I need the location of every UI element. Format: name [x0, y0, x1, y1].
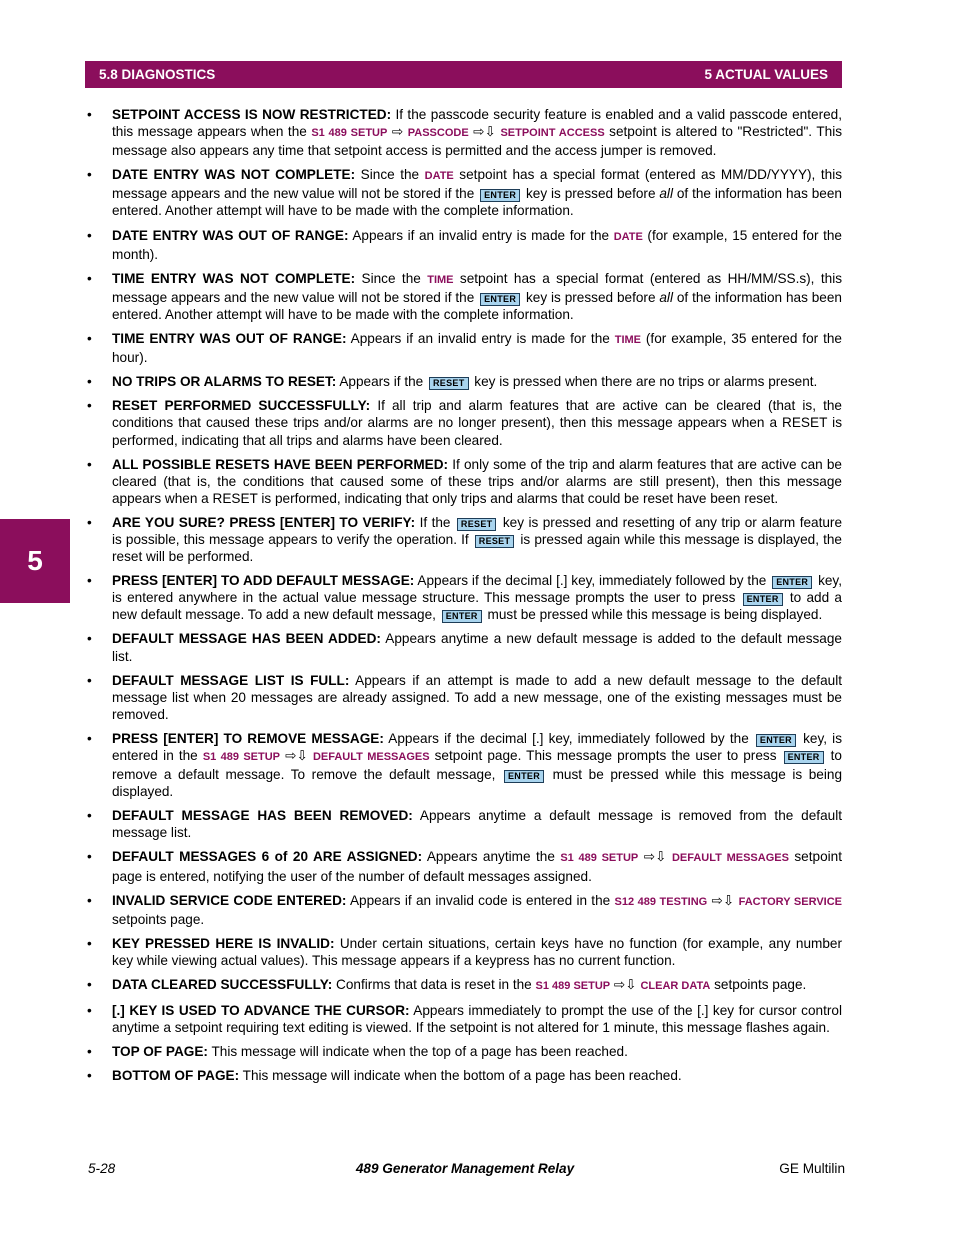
- description-text: If the: [415, 514, 455, 530]
- chapter-title: 5 ACTUAL VALUES: [704, 67, 828, 82]
- description-text: to add a new default message. To add a new default message,: [112, 590, 842, 623]
- message-term: DEFAULT MESSAGE LIST IS FULL:: [112, 672, 350, 688]
- enter-key-icon: ENTER: [480, 293, 520, 306]
- description-text: ⇨⇩: [468, 124, 501, 140]
- chapter-side-tab: [0, 519, 70, 603]
- setpoint-path-text: DATE: [424, 170, 454, 183]
- diagnostic-message-list: [85, 106, 842, 1085]
- message-list-content: [85, 106, 842, 1092]
- description-text: must be pressed while this message is being displayed.: [112, 767, 843, 800]
- reset-key-icon: RESET: [457, 518, 497, 531]
- message-list-item: [85, 373, 842, 390]
- message-list-item: [85, 976, 842, 995]
- message-term: NO TRIPS OR ALARMS TO RESET:: [112, 374, 337, 390]
- description-text: Since the: [355, 270, 428, 286]
- enter-key-icon: ENTER: [442, 610, 482, 623]
- message-term: SETPOINT ACCESS IS NOW RESTRICTED:: [112, 107, 392, 122]
- enter-key-icon: ENTER: [504, 770, 544, 783]
- message-list-item: [85, 892, 842, 928]
- description-text: key is pressed before: [522, 186, 660, 202]
- description-text: key is pressed and resetting of any trip or alarm feature is possible, this message appears to verify the operation. If: [112, 514, 843, 547]
- message-list-item: [85, 397, 842, 448]
- message-term: BOTTOM OF PAGE:: [112, 1068, 240, 1084]
- section-title: 5.8 DIAGNOSTICS: [99, 67, 216, 82]
- description-text: setpoint has a special format (entered as HH/MM/SS.s), this message appears and the new value will not be stored if the: [112, 270, 843, 305]
- description-text: key, is entered in the: [112, 730, 842, 763]
- description-text: setpoint has a special format (entered as MM/DD/YYYY), this message appears and the new value will not be stored if the: [112, 167, 843, 202]
- message-list-item: [85, 807, 842, 841]
- description-text: ⇨⇩: [707, 892, 739, 908]
- setpoint-path-text: DEFAULT MESSAGES: [671, 852, 789, 865]
- message-term: PRESS [ENTER] TO ADD DEFAULT MESSAGE:: [112, 573, 415, 589]
- enter-key-icon: ENTER: [480, 189, 520, 202]
- chapter-number: 5: [27, 545, 43, 576]
- description-text: (for example, 15 entered for the month).: [112, 227, 842, 262]
- description-text: ⇨⇩: [638, 849, 672, 865]
- message-term: RESET PERFORMED SUCCESSFULLY:: [112, 398, 371, 414]
- description-text: Appears anytime a new default message is added to the default message list.: [112, 631, 842, 664]
- description-text: (for example, 35 entered for the hour).: [112, 331, 842, 366]
- message-term: PRESS [ENTER] TO REMOVE MESSAGE:: [112, 730, 384, 746]
- description-text: of the information has been entered. Another attempt will have to be made with the complete information.: [112, 186, 842, 219]
- company-name: GE Multilin: [779, 1161, 845, 1176]
- description-text: setpoint page is entered, notifying the user of the number of default messages assigned.: [112, 849, 842, 884]
- setpoint-path-text: DEFAULT MESSAGES: [312, 751, 430, 763]
- message-list-item: [85, 1043, 842, 1060]
- description-text: key is pressed when there are no trips or alarms present.: [470, 374, 818, 390]
- message-term: TOP OF PAGE:: [112, 1044, 208, 1060]
- description-text: Appears anytime a default message is removed from the default message list.: [112, 808, 842, 841]
- message-list-item: [85, 730, 842, 800]
- message-list-item: [85, 456, 842, 507]
- message-list-item: [85, 572, 842, 623]
- description-text: key, is entered anywhere in the actual value message structure. This message prompts the user to press: [112, 573, 842, 606]
- description-text: This message will indicate when the top of a page has been reached.: [207, 1044, 628, 1060]
- description-text: setpoint page. This message prompts the user to press: [429, 748, 782, 763]
- description-text: Appears if the: [336, 374, 427, 390]
- message-list-item: [85, 227, 842, 263]
- description-text: If all trip and alarm features that are active can be cleared (that is, the conditions that caused these trips and/or alarms are no longer present), then this message appears when a RESET is performed, indicating that all trips and alarms have been cleared.: [112, 398, 842, 448]
- description-text: ⇨: [387, 124, 408, 140]
- enter-key-icon: ENTER: [743, 593, 783, 606]
- section-header-bar: [85, 61, 842, 88]
- description-text: Confirms that data is reset in the: [332, 977, 536, 993]
- message-list-item: [85, 672, 842, 723]
- emphasis-text: all: [659, 289, 673, 305]
- message-term: [.] KEY IS USED TO ADVANCE THE CURSOR:: [112, 1003, 410, 1019]
- description-text: If the passcode security feature is enabled and a valid passcode entered, this message appears when the: [112, 107, 842, 140]
- message-term: INVALID SERVICE CODE ENTERED:: [112, 892, 347, 908]
- setpoint-path-text: TIME: [427, 273, 454, 286]
- setpoint-path-text: S1 489 SETUP: [202, 751, 281, 763]
- description-text: Appears anytime the: [422, 849, 561, 865]
- description-text: Appears immediately to prompt the use of the [.] key for cursor control anytime a setpoint requiring text editing is viewed. If the setpoint is not altered for 1 minute, this message flashes again.: [112, 1003, 842, 1036]
- description-text: Appears if an attempt is made to add a new default message to the default message list when 20 messages are already assigned. To add a new message, one of the existing messages must be removed.: [112, 672, 842, 722]
- description-text: ⇨⇩: [280, 748, 313, 763]
- description-text: must be pressed while this message is being displayed.: [483, 607, 823, 623]
- description-text: to remove a default message. To remove the default message,: [112, 748, 842, 783]
- reset-key-icon: RESET: [429, 377, 469, 390]
- setpoint-path-text: TIME: [614, 334, 641, 347]
- description-text: Appears if an invalid entry is made for the: [348, 227, 614, 243]
- message-term: ARE YOU SURE? PRESS [ENTER] TO VERIFY:: [112, 514, 416, 530]
- page-number: 5-28: [88, 1161, 116, 1176]
- message-term: DEFAULT MESSAGES 6 of 20 ARE ASSIGNED:: [112, 849, 423, 865]
- setpoint-path-text: FACTORY SERVICE: [738, 895, 843, 908]
- setpoint-path-text: S12 489 TESTING: [614, 895, 708, 908]
- setpoint-path-text: S1 489 SETUP: [535, 980, 611, 993]
- setpoint-path-text: PASSCODE: [407, 127, 469, 140]
- message-list-item: [85, 1002, 842, 1036]
- message-term: DEFAULT MESSAGE HAS BEEN ADDED:: [112, 631, 381, 647]
- description-text: key is pressed before: [522, 289, 660, 305]
- description-text: Appears if an invalid code is entered in the: [346, 892, 615, 908]
- message-list-item: [85, 330, 842, 366]
- message-term: DATE ENTRY WAS NOT COMPLETE:: [112, 167, 356, 183]
- message-list-item: [85, 514, 842, 565]
- description-text: setpoints page.: [710, 977, 807, 993]
- setpoint-path-text: S1 489 SETUP: [560, 852, 639, 865]
- setpoint-path-text: CLEAR DATA: [640, 980, 711, 993]
- setpoint-path-text: DATE: [613, 230, 643, 243]
- enter-key-icon: ENTER: [772, 576, 812, 589]
- reset-key-icon: RESET: [475, 535, 515, 548]
- message-term: DATA CLEARED SUCCESSFULLY:: [112, 977, 333, 993]
- enter-key-icon: ENTER: [756, 734, 796, 747]
- message-term: TIME ENTRY WAS NOT COMPLETE:: [112, 270, 356, 286]
- message-term: DEFAULT MESSAGE HAS BEEN REMOVED:: [112, 808, 413, 824]
- description-text: Appears if the decimal [.] key, immediately followed by the: [414, 573, 771, 589]
- message-term: DATE ENTRY WAS OUT OF RANGE:: [112, 227, 349, 243]
- description-text: If only some of the trip and alarm features that are active can be cleared (that is, the conditions that caused some of these trips and/or alarms are still present), then this message appears when a RESET is performed, indicating that only trips and alarms that could be reset have been reset.: [112, 456, 842, 506]
- message-list-item: [85, 630, 842, 664]
- setpoint-path-text: SETPOINT ACCESS: [500, 127, 605, 140]
- document-title: 489 Generator Management Relay: [355, 1161, 575, 1176]
- message-term: TIME ENTRY WAS OUT OF RANGE:: [112, 331, 347, 347]
- description-text: is pressed again while this message is displayed, the reset will be performed.: [112, 531, 842, 565]
- message-list-item: [85, 935, 842, 969]
- emphasis-text: all: [659, 186, 673, 202]
- message-list-item: [85, 848, 842, 884]
- description-text: setpoints page.: [112, 911, 205, 927]
- message-list-item: [85, 270, 842, 323]
- message-term: KEY PRESSED HERE IS INVALID:: [112, 935, 335, 951]
- message-list-item: [85, 106, 842, 159]
- setpoint-path-text: S1 489 SETUP: [311, 127, 388, 140]
- description-text: Under certain situations, certain keys have no function (for example, any number key while viewing actual values). This message appears if a keypress has no current function.: [112, 935, 842, 968]
- description-text: Appears if an invalid entry is made for the: [346, 331, 615, 347]
- description-text: ⇨⇩: [610, 977, 641, 993]
- description-text: Since the: [355, 167, 425, 183]
- message-list-item: [85, 1067, 842, 1084]
- description-text: of the information has been entered. Another attempt will have to be made with the complete information.: [112, 289, 842, 322]
- description-text: This message will indicate when the bottom of a page has been reached.: [239, 1068, 682, 1084]
- message-list-item: [85, 166, 842, 219]
- enter-key-icon: ENTER: [784, 751, 824, 764]
- description-text: setpoint is altered to "Restricted". This message also appears any time that setpoint access is permitted and the access jumper is removed.: [112, 124, 843, 159]
- description-text: Appears if the decimal [.] key, immediately followed by the: [383, 730, 754, 746]
- message-term: ALL POSSIBLE RESETS HAVE BEEN PERFORMED:: [112, 456, 449, 472]
